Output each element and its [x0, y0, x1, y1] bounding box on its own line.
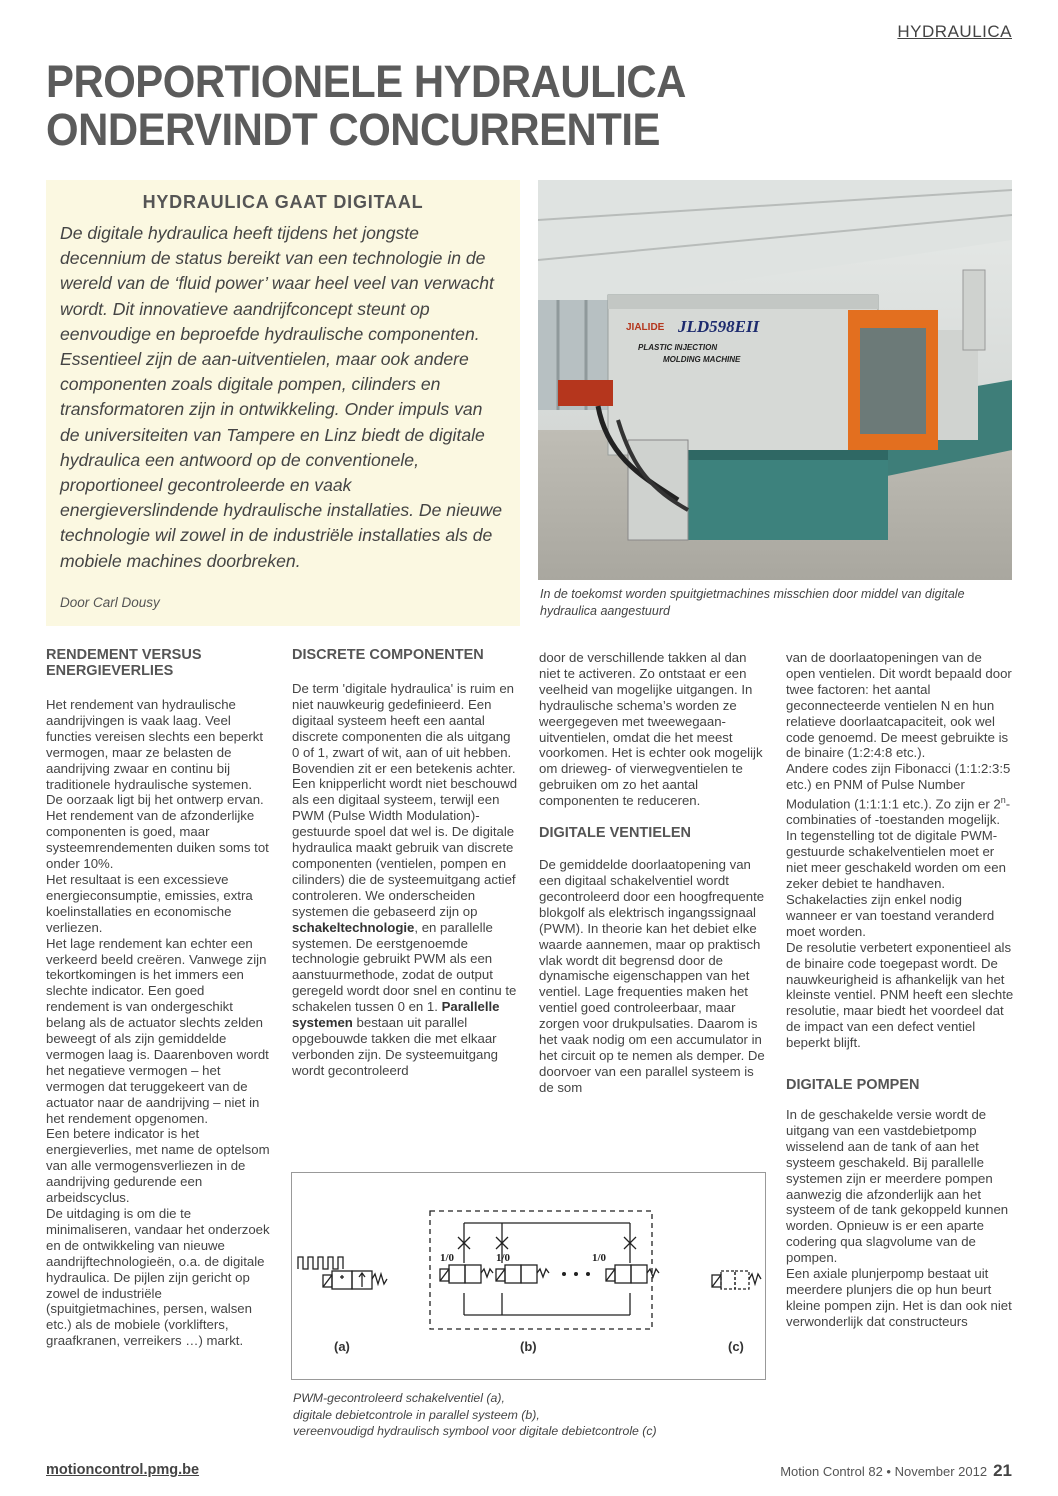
col3-paragraph-1: door de verschillende takken al dan niet te activeren. Zo ontstaat er een veelheid van mogelijke uitgangen. In hydraulische schema’s worden ze weergegeven met tweewegaan-uitventielen, omdat die het meest voorkomen. Het is echter ook mogelijk om drieweg- of vierwegventielen te gebruiken om zo het aantal componenten te reduceren. [539, 650, 763, 809]
figure-caption [293, 1390, 773, 1440]
col2-text-a: De term 'digitale hydraulica' is ruim en niet nauwkeurig gedefinieerd. Een digitaal systeem heeft een aantal discrete componenten die als uitgang 0 of 1, zwart of wit, aan of uit hebben. Bovendien zit er een betekenis achter. Een knipperlicht wordt niet beschouwd als een digitaal systeem, terwijl een PWM (Pulse Width Modulation)-gestuurde spoel dat wel is. De digitale hydraulica maakt gebruik van discrete componenten (ventielen, pompen en cilinders) die de systeemuitgang actief controleren. We onderscheiden systemen die gebaseerd zijn op [292, 681, 518, 919]
photo-brand: JIALIDE [626, 322, 665, 333]
col2-heading: DISCRETE COMPONENTEN [292, 647, 484, 663]
col3-paragraph-2: De gemiddelde doorlaatopening van een digitaal schakelventiel wordt gecontroleerd door een hoogfrequente blokgolf als elektrisch ingangssignaal (PWM). In theorie kan het debiet elke waarde aannemen, maar op praktisch vlak wordt dit begrensd door de dynamische eigenschappen van het ventiel. Lage frequenties maken het ventiel goed controleerbaar, maar zorgen voor drukpulsaties. Daarom is het vaak nodig om een accumulator in het circuit op te nemen als demper. De doorvoer van een parallel systeem is de som [539, 857, 765, 1095]
injection-machine-illustration [538, 180, 1012, 580]
col2-term-switching: schakeltechnologie [292, 919, 415, 935]
intro-box [46, 180, 520, 626]
figure-label-b: (b) [520, 1339, 537, 1354]
col4-paragraph-2 [786, 761, 1014, 828]
valve-label-1: 1/0 [440, 1252, 455, 1264]
article-title [46, 58, 686, 154]
col4-exponent: n [1000, 795, 1006, 806]
footer-issue [780, 1461, 1012, 1481]
valve-label-3: 1/0 [592, 1252, 607, 1264]
figure-caption-line-1: PWM-gecontroleerd schakelventiel (a), [293, 1391, 505, 1405]
intro-text: De digitale hydraulica heeft tijdens het jongste decennium de status bereikt van een technologie in de wereld van de ‘fluid power’ waar heel veel van verwacht wordt. Dit innovatieve aandrijfconcept steunt op eenvoudige en beproefde hydraulische componenten. Essentieel zijn de aan-uitventielen, maar ook andere componenten zoals digitale pompen, cilinders en transformatoren zijn in ontwikkeling. Onder impuls van de universiteiten van Tampere en Linz biedt de digitale hydraulica een antwoord op de conventionele, proportioneel gecontroleerde en vaak energieverslindende hydraulische installaties. De nieuwe technologie wil zowel in de industriële installaties als de mobiele machines doorbreken. [60, 223, 503, 571]
page-number: 21 [993, 1461, 1012, 1480]
figure-caption-line-2: digitale debietcontrole in parallel systeem (b), [293, 1407, 540, 1422]
figure-caption-line-3: vereenvoudigd hydraulisch symbool voor digitale debietcontrole (c) [293, 1424, 657, 1438]
col2-term-parallel: Parallelle systemen [292, 999, 500, 1031]
photo-machine-line2: MOLDING MACHINE [663, 355, 741, 364]
col1-paragraph-1: Het rendement van hydraulische aandrijvingen is vaak laag. Veel functies vereisen slechts een beperkt vermogen, maar ze belasten de aandrijving zwaar en continu bij traditionele hydraulische systemen. De oorzaak ligt bij het ontwerp ervan. Het rendement van de afzonderlijke componenten is goed, maar systeemrendementen duiken soms tot onder 10%. [46, 697, 269, 872]
photo-machine-line1: PLASTIC INJECTION [638, 343, 718, 352]
col4-paragraph-1: van de doorlaatopeningen van de open ventielen. Dit wordt bepaald door twee factoren: het aantal geconnecteerde ventielen N en hun relatieve doorlaatcapaciteit, ook wel code genoemd. De meest gebruikte is de binaire (1:2:4:8 etc.). [786, 650, 1012, 761]
column-2 [292, 647, 520, 1079]
valve-schematic [292, 1173, 765, 1379]
hydraulic-diagram [291, 1172, 766, 1380]
photo-model: JLD598EII [678, 317, 760, 336]
col4-heading: DIGITALE POMPEN [786, 1077, 920, 1094]
col4-text-2: Andere codes zijn Fibonacci (1:1:2:3:5 etc.) en PNM of Pulse Number Modulation (1:1:1:1 etc.). Zo zijn er 2 [786, 761, 1011, 812]
col2-text-c: , en parallelle systemen. De eerstgenoemde technologie gebruikt PWM als een aanstuurmethode, zodat de output geregeld wordt door snel en continu te schakelen tussen 0 en 1. [292, 919, 517, 1015]
column-1 [46, 647, 271, 1349]
col1-paragraph-4: Een betere indicator is het energieverlies, met name de optelsom van alle vermogensverliezen in de aandrijving gedurende een arbeidscyclus. [46, 1126, 270, 1206]
col3-heading: DIGITALE VENTIELEN [539, 825, 691, 842]
photo-caption: In de toekomst worden spuitgietmachines misschien door middel van digitale hydraulica aangestuurd [540, 587, 965, 618]
col4-paragraph-6: Een axiale plunjerpomp bestaat uit meerdere plunjers die op hun beurt kleine pompen zijn. Het is dan ook niet verwonderlijk dat constructeurs [786, 1266, 1012, 1329]
col2-paragraph-1 [292, 681, 520, 1079]
col1-paragraph-3: Het lage rendement kan echter een verkeerd beeld creëren. Vanwege zijn tekortkomingen is het immers een slechte indicator. Een goed rendement is van ondergeschikt belang als de actuator slechts zelden beweegt of als zijn gemiddelde vermogen laag is. Daarenboven wordt het negatieve vermogen – het vermogen dat teruggekeert van de actuator naar de aandrijving – niet in het rendement opgenomen. [46, 935, 269, 1126]
col1-paragraph-5: De uitdaging is om die te minimaliseren, vandaar het onderzoek en de ontwikkeling van nieuwe aandrijftechnologieën, o.a. de digitale hydraulica. De pijlen zijn gericht op zowel de industriële (spuitgietmachines, persen, walsen etc.) als de mobiele (vorklifters, graafkranen, verreikers …) markt. [46, 1206, 270, 1349]
intro-heading: HYDRAULICA GAAT DIGITAAL [142, 192, 424, 212]
footer-url-link[interactable]: motioncontrol.pmg.be [46, 1462, 200, 1478]
valve-label-2: 1/0 [496, 1252, 511, 1264]
figure-label-c: (c) [728, 1339, 744, 1354]
col4-paragraph-5: In de geschakelde versie wordt de uitgang van een vastdebietpomp wisselend aan de tank of aan het systeem geschakeld. Bij parallelle systemen zijn er meerdere pompen aanwezig die afzonderlijk aan het systeem of de tank gekoppeld kunnen worden. Opnieuw is er een aparte codering qua slagvolume van de pompen. [786, 1107, 1009, 1266]
figure-label-a: (a) [334, 1339, 350, 1354]
section-tag: HYDRAULICA [897, 22, 1012, 41]
byline: Door Carl Dousy [60, 594, 160, 610]
col2-text-e: bestaan uit parallel opgebouwde takken die met elkaar verbonden zijn. De systeemuitgang wordt gecontroleerd [292, 1015, 498, 1078]
col4-paragraph-3: In tegenstelling tot de digitale PWM-gestuurde schakelventielen moet er niet meer geschakeld worden om een zeker debiet te handhaven. Schakelacties zijn enkel nodig wanneer er van toestand veranderd moet worden. [786, 828, 1006, 939]
machine-photo [538, 180, 1012, 580]
column-3 [539, 650, 767, 1096]
col4-paragraph-4: De resolutie verbetert exponentieel als de binaire code toegepast wordt. De nauwkeurigheid is afhankelijk van het kleinste ventiel. PNM heeft een slechte resolutie, maar biedt het voordeel dat de impact van een defect ventiel beperkt blijft. [786, 939, 1014, 1051]
title-line-1: PROPORTIONELE HYDRAULICA [46, 56, 686, 107]
title-line-2: ONDERVINDT CONCURRENTIE [46, 104, 661, 155]
issue-info: Motion Control 82 • November 2012 [780, 1464, 988, 1479]
column-4 [786, 650, 1014, 1330]
col4-text-2-end: -combinaties of -toestanden mogelijk. [786, 796, 1011, 828]
col1-heading: RENDEMENT VERSUS ENERGIEVERLIES [46, 647, 202, 679]
col1-paragraph-2: Het resultaat is een excessieve energieconsumptie, emissies, extra koelinstallaties en economische verliezen. [46, 871, 253, 935]
